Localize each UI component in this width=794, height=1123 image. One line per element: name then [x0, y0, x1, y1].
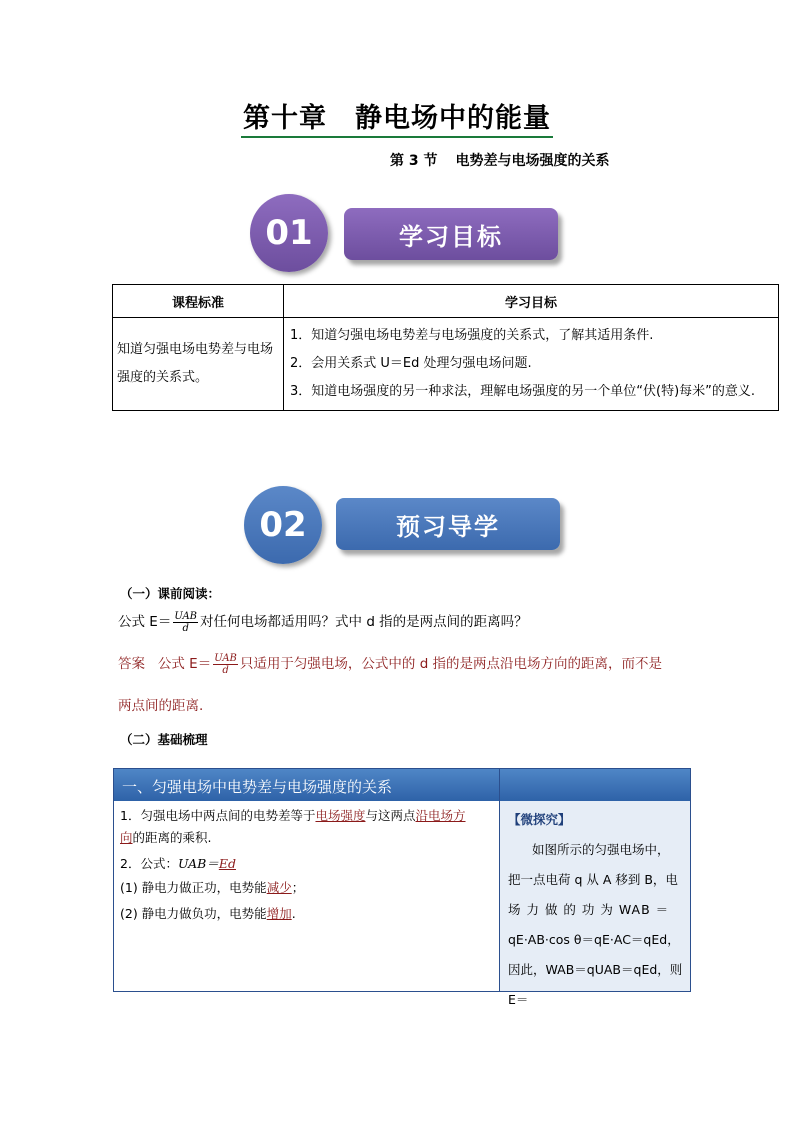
blank-fill: 电场强度 [315, 808, 366, 823]
goal-item: 1．知道匀强电场电势差与电场强度的关系式，了解其适用条件. [290, 328, 654, 343]
section-title [390, 150, 610, 170]
standard-cell: 知道匀强电场电势差与电场强度的关系式。 [113, 318, 284, 411]
blank-fill: 增加 [266, 906, 292, 921]
blank-fill: Ed [218, 856, 236, 871]
goal-item: 3．知道电场强度的另一种求法，理解电场强度的另一个单位“伏(特)每米”的意义. [290, 384, 756, 399]
explore-column: 【微探究】 如图所示的匀强电场中， 把一点电荷 q 从 A 移到 B，电 场 力 做 的 功 为 WAB ＝ qE·AB·cos θ＝qE·AC＝qEd， 因此，WAB＝qUAB＝qEd，则 E＝ [508, 812, 683, 1007]
banner-01-label: 学习目标 [344, 208, 558, 260]
banner-02-number: 02 [244, 486, 322, 564]
banner-02-label: 预习导学 [336, 498, 560, 550]
answer-label: 答案 [118, 656, 145, 672]
summary-box [113, 768, 691, 1007]
reading-heading: （一）课前阅读： [120, 586, 221, 601]
basics-heading: （二）基础梳理 [120, 732, 208, 747]
goals-cell [284, 318, 779, 411]
summary-left-column: 1．匀强电场中两点间的电势差等于电场强度与这两点沿电场方 向的距离的乘积. 2．公式：UAB＝Ed (1) 静电力做正功，电势能减少； (2) 静电力做负功，电势能增加. [120, 808, 466, 921]
goals-table [112, 284, 779, 411]
summary-box-header [114, 769, 690, 801]
table-header-standard: 课程标准 [113, 285, 284, 318]
banner-01-number: 01 [250, 194, 328, 272]
chapter-title: 第十章 静电场中的能量 [0, 96, 794, 138]
table-header-goals: 学习目标 [284, 285, 779, 318]
answer-text: 答案 公式 E＝ $\frac{\text{UAB}}{d}$ 只适用于匀强电场，公式中的 d 指的是两点沿电场方向的距离，而不是 [118, 652, 663, 676]
answer-line-2: 两点间的距离. [118, 698, 204, 714]
question-text: 公式 E＝ $\frac{\text{UAB}}{d}$ 对任何电场都适用吗？式中 d 指的是两点间的距离吗？ [118, 610, 528, 634]
section-number: 第 3 节 [390, 153, 438, 169]
blank-fill: 减少 [266, 880, 292, 895]
goal-item: 2．会用关系式 U＝Ed 处理匀强电场问题. [290, 356, 532, 371]
blank-fill: 沿电场方 [415, 808, 466, 823]
explore-title: 【微探究】 [508, 812, 571, 827]
summary-box-title: 一、匀强电场中电势差与电场强度的关系 [122, 778, 393, 796]
section-name: 电势差与电场强度的关系 [455, 153, 610, 169]
